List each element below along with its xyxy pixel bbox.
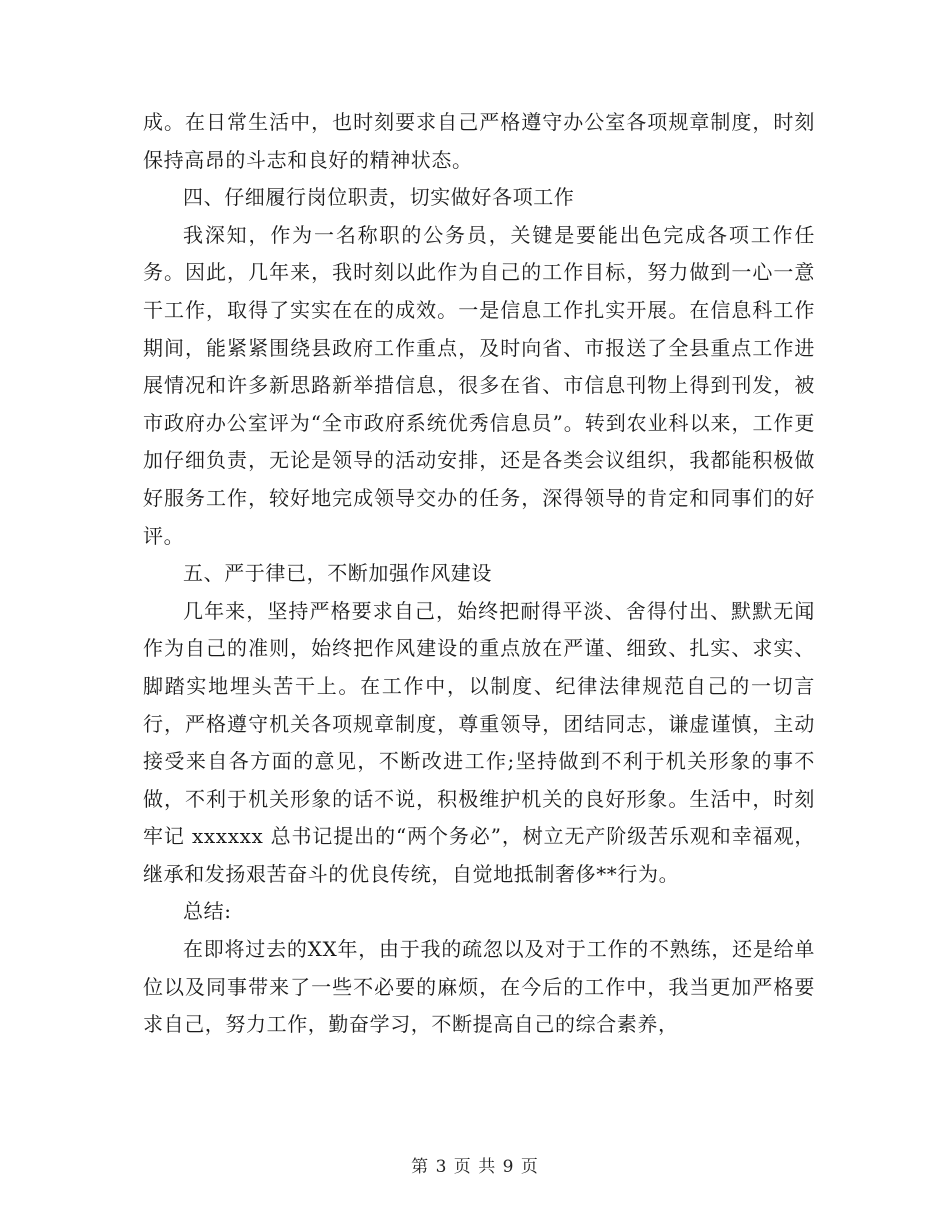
paragraph-summary: 在即将过去的XX年，由于我的疏忽以及对于工作的不熟练，还是给单位以及同事带来了一些不必要的麻烦，在今后的工作中，我当更加严格要求自己，努力工作，勤奋学习，不断提高自己的综合素养，	[143, 937, 815, 1037]
paragraph-conduct: 几年来，坚持严格要求自己，始终把耐得平淡、舍得付出、默默无闻作为自己的准则，始终把作风建设的重点放在严谨、细致、扎实、求实、脚踏实地埋头苦干上。在工作中，以制度、纪律法律规范自己的一切言行，严格遵守机关各项规章制度，尊重领导，团结同志，谦虚谨慎，主动接受来自各方面的意见，不断改进工作;坚持做到不利于机关形象的事不做，不利于机关形象的话不说，积极维护机关的良好形象。生活中，时刻牢记 xxxxxx 总书记提出的“两个务必”，树立无产阶级苦乐观和幸福观，继承和发扬艰苦奋斗的优良传统，自觉地抵制奢侈**行为。	[143, 598, 815, 886]
paragraph-duties: 我深知，作为一名称职的公务员，关键是要能出色完成各项工作任务。因此，几年来，我时刻以此作为自己的工作目标，努力做到一心一意干工作，取得了实实在在的成效。一是信息工作扎实开展。在信息科工作期间，能紧紧围绕县政府工作重点，及时向省、市报送了全县重点工作进展情况和许多新思路新举措信息，很多在省、市信息刊物上得到刊发，被市政府办公室评为“全市政府系统优秀信息员”。转到农业科以来，工作更加仔细负责，无论是领导的活动安排，还是各类会议组织，我都能积极做好服务工作，较好地完成领导交办的任务，深得领导的肯定和同事们的好评。	[143, 222, 815, 548]
section-heading-four: 四、仔细履行岗位职责，切实做好各项工作	[183, 185, 575, 210]
page-number-footer: 第 3 页 共 9 页	[411, 1157, 539, 1177]
summary-heading: 总结:	[183, 899, 232, 924]
document-body	[143, 104, 815, 1044]
section-heading-five: 五、严于律已，不断加强作风建设	[183, 561, 492, 586]
paragraph-continuation: 成。在日常生活中，也时刻要求自己严格遵守办公室各项规章制度，时刻保持高昂的斗志和良好的精神状态。	[143, 110, 815, 172]
